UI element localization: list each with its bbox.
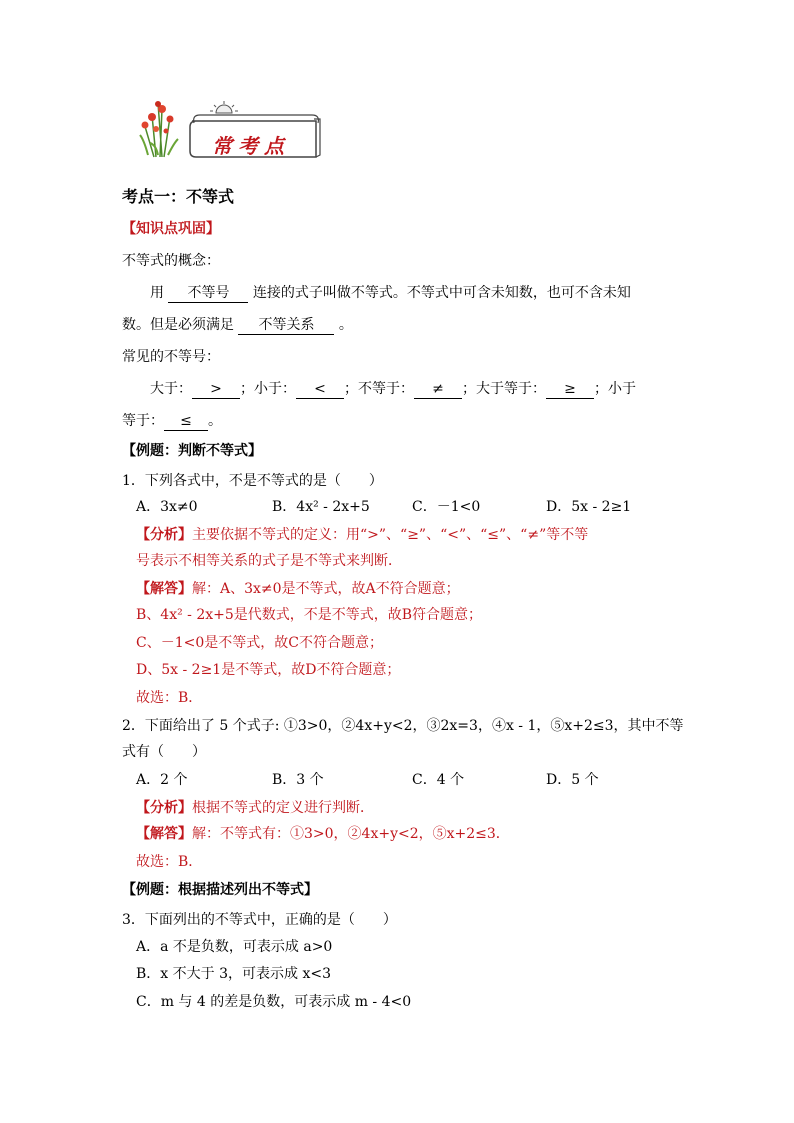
ne-blank: ≠ <box>414 380 462 399</box>
q1-answer-line2: B、4x² - 2x+5是代数式，不是不等式，故B符合题意； <box>136 607 483 623</box>
gt-blank: > <box>192 380 240 399</box>
q2-option-b: B．3 个 <box>272 772 324 788</box>
q2-option-a: A．2 个 <box>136 772 188 788</box>
concept-paragraph-line2 <box>122 315 353 335</box>
question-3-stem: 3．下面列出的不等式中，正确的是（ ） <box>122 912 397 928</box>
period: 。 <box>208 413 222 429</box>
sun-icon <box>210 101 238 113</box>
lt-label: ；小于： <box>240 381 296 397</box>
analysis-text: 主要依据不等式的定义：用“>”、“≥”、“<”、“≤”、“≠”等不等 <box>192 527 589 543</box>
concept-text: 数。但是必须满足 <box>122 317 234 333</box>
q1-answer-line4: D、5x - 2≥1是不等式，故D不符合题意； <box>136 662 401 678</box>
q1-analysis-line2: 号表示不相等关系的式子是不等式来判断． <box>136 553 402 569</box>
ge-label: ；大于等于： <box>462 381 546 397</box>
common-symbols-label: 常见的不等号： <box>122 349 220 365</box>
concept-text: 连接的式子叫做不等式。不等式中可含未知数，也可不含未知 <box>252 285 631 301</box>
q2-option-c: C．4 个 <box>412 772 465 788</box>
section-title: 考点一：不等式 <box>122 187 235 206</box>
analysis-tag: 【分析】 <box>136 800 192 816</box>
ge-blank: ≥ <box>546 380 594 399</box>
analysis-tag: 【分析】 <box>136 527 192 543</box>
example-title: 【例题：根据描述列出不等式】 <box>122 882 318 898</box>
q1-option-d: D．5x - 2≥1 <box>546 499 632 515</box>
concept-text: 用 <box>150 285 164 301</box>
answer-tag: 【解答】 <box>136 826 192 842</box>
gt-label: 大于： <box>150 381 192 397</box>
q1-analysis <box>136 525 588 545</box>
symbols-line1 <box>150 379 636 399</box>
concept-label: 不等式的概念： <box>122 253 220 269</box>
q3-option-b: B．x 不大于 3，可表示成 x<3 <box>136 966 331 982</box>
question-1-stem: 1．下列各式中，不是不等式的是（ ） <box>122 473 383 489</box>
le-blank: ≤ <box>164 412 208 431</box>
q2-option-d: D．5 个 <box>546 772 599 788</box>
q2-choose: 故选：B． <box>136 854 203 870</box>
q3-option-a: A．a 不是负数，可表示成 a>0 <box>136 939 333 955</box>
q2-analysis <box>136 798 374 818</box>
concept-blank: 不等号 <box>168 284 248 303</box>
example-title: 【例题：判断不等式】 <box>122 443 262 459</box>
answer-tag: 【解答】 <box>136 581 192 597</box>
symbols-line2 <box>122 411 222 431</box>
banner-title: 常考点 <box>212 134 290 158</box>
lt-blank: < <box>296 380 344 399</box>
q1-option-a: A．3x≠0 <box>136 499 198 515</box>
answer-text: 解：不等式有：①3>0，②4x+y<2，⑤x+2≤3． <box>192 826 510 842</box>
q2-answer <box>136 824 510 844</box>
knowledge-tag: 【知识点巩固】 <box>122 221 220 237</box>
q1-option-c: C．－1<0 <box>412 499 481 515</box>
concept-blank: 不等关系 <box>238 316 334 335</box>
q1-answer-line3: C、－1<0是不等式，故C不符合题意； <box>136 635 383 651</box>
concept-text: 。 <box>338 317 353 333</box>
q1-option-b: B．4x² - 2x+5 <box>272 499 370 515</box>
q3-option-c: C．m 与 4 的差是负数，可表示成 m - 4<0 <box>136 994 412 1010</box>
ne-label: ；不等于： <box>344 381 414 397</box>
flower-icon <box>140 101 178 157</box>
le-label: ；小于 <box>594 381 636 397</box>
concept-paragraph-line1 <box>150 283 631 303</box>
q1-answer <box>136 579 460 599</box>
answer-text: 解：A、3x≠0是不等式，故A不符合题意； <box>192 581 460 597</box>
analysis-text: 根据不等式的定义进行判断． <box>192 800 374 816</box>
question-2-stem: 2．下面给出了 5 个式子: ①3>0，②4x+y<2，③2x=3，④x - 1，⑤x+2≤3，其中不等 <box>122 718 684 734</box>
question-2-stem-line2: 式有（ ） <box>122 744 206 760</box>
le-label: 等于： <box>122 413 164 429</box>
q1-choose: 故选：B． <box>136 690 203 706</box>
